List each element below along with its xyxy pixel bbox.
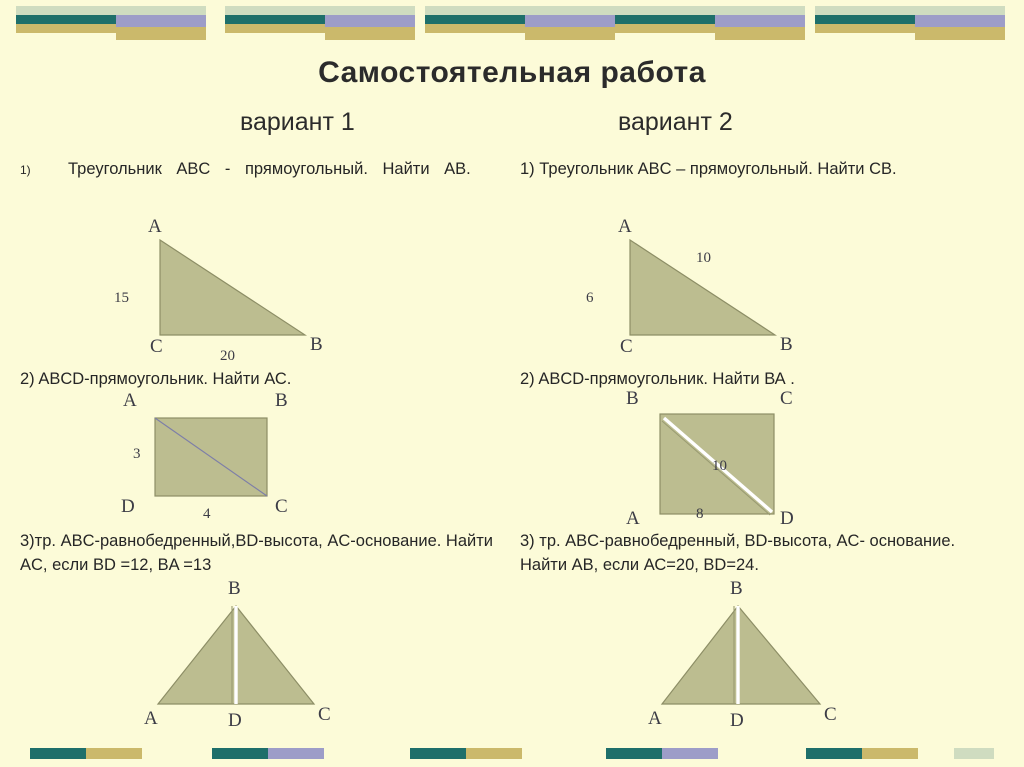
left-fig3-label-D: D	[228, 710, 242, 731]
left-fig1-side-20: 20	[220, 348, 235, 364]
right-fig2-label-A: A	[626, 508, 640, 529]
left-fig2-side-3: 3	[133, 446, 141, 462]
top-decor-bar-3	[425, 6, 615, 42]
variant-left-label: вариант 1	[240, 108, 355, 136]
variant-right-label: вариант 2	[618, 108, 733, 136]
right-fig3-label-B: B	[730, 578, 743, 599]
bottom-decor-bar-1	[30, 748, 86, 759]
top-decor-bar-5	[815, 6, 1005, 42]
bottom-decor-bar-5	[410, 748, 466, 759]
top-decor-bar-1	[16, 6, 206, 42]
decor-stripe-gold-right	[325, 27, 415, 40]
left-fig1-label-C: C	[150, 336, 163, 357]
bottom-decor-bar-8	[662, 748, 718, 759]
isosceles-triangle-shape	[662, 606, 820, 704]
left-triangle-1-svg	[130, 228, 370, 358]
left-fig1-side-15: 15	[114, 290, 129, 306]
bottom-decor-bar-3	[212, 748, 268, 759]
bottom-decor-bar-6	[466, 748, 522, 759]
left-figure-3	[144, 578, 410, 731]
decor-stripe-gold	[815, 24, 915, 33]
right-fig2-label-B: B	[626, 388, 639, 409]
right-fig1-label-C: C	[620, 336, 633, 357]
left-fig2-label-C: C	[275, 496, 288, 517]
decor-stripe-teal	[615, 15, 715, 24]
decor-stripe-pale-right	[325, 6, 415, 15]
decor-stripe-lavender	[325, 15, 415, 27]
right-fig1-label-A: A	[618, 216, 632, 237]
left-task-1-text: Треугольник ABC - прямоугольный. Найти АВ.	[68, 160, 471, 178]
right-task-3-text: 3) тр. ABC-равнобедренный, BD-высота, AC- основание. Найти АВ, если АС=20, BD=24.	[520, 532, 956, 574]
decor-stripe-lavender	[116, 15, 206, 27]
left-triangle-3-svg	[150, 600, 410, 730]
decor-stripe-gold-right	[715, 27, 805, 40]
left-fig2-side-4: 4	[203, 506, 211, 522]
bottom-decor-bar-4	[268, 748, 324, 759]
left-fig2-label-B: B	[275, 390, 288, 411]
decor-stripe-gold	[425, 24, 525, 33]
decor-stripe-pale-right	[525, 6, 615, 15]
decor-stripe-teal	[225, 15, 325, 24]
right-figure-1	[586, 216, 840, 358]
decor-stripe-gold-right	[915, 27, 1005, 40]
right-fig2-label-C: C	[780, 388, 793, 409]
bottom-decor-bar-10	[862, 748, 918, 759]
left-fig1-label-A: A	[148, 216, 162, 237]
right-triangle-3-svg	[640, 600, 900, 730]
slide-title: Самостоятельная работа	[318, 56, 706, 89]
decor-stripe-teal	[425, 15, 525, 24]
left-task-1-number: 1)	[20, 163, 31, 177]
bottom-decor-bar-2	[86, 748, 142, 759]
bottom-decor-bar-9	[806, 748, 862, 759]
decor-stripe-lavender	[715, 15, 805, 27]
right-fig2-label-D: D	[780, 508, 794, 529]
right-task-1-text: 1) Треугольник ABC – прямоугольный. Найти СВ.	[520, 160, 897, 178]
left-task-3-text: 3)тр. ABC-равнобедренный,BD-высота, AC-основание. Найти AC, если BD =12, BA =13	[20, 532, 493, 574]
decor-stripe-teal	[815, 15, 915, 24]
bottom-decor-bar-11	[954, 748, 994, 759]
left-fig3-label-A: A	[144, 708, 158, 729]
left-figure-1	[114, 216, 370, 364]
left-fig2-label-D: D	[121, 496, 135, 517]
right-fig2-side-10: 10	[712, 458, 727, 474]
right-triangle-1-svg	[600, 228, 840, 358]
top-decor-bar-2	[225, 6, 415, 42]
decor-stripe-pale-right	[915, 6, 1005, 15]
left-fig2-label-A: A	[123, 390, 137, 411]
left-fig3-label-C: C	[318, 704, 331, 725]
right-fig1-side-6: 6	[586, 290, 594, 306]
decor-stripe-gold	[16, 24, 116, 33]
decor-stripe-gold-right	[116, 27, 206, 40]
right-triangle-shape	[160, 240, 305, 335]
right-fig1-side-10: 10	[696, 250, 711, 266]
decor-stripe-teal	[16, 15, 116, 24]
right-fig1-label-B: B	[780, 334, 793, 355]
right-square-2-svg	[660, 414, 860, 534]
decor-stripe-gold	[615, 24, 715, 33]
left-rect-2-svg	[155, 418, 355, 518]
decor-stripe-pale-right	[116, 6, 206, 15]
left-task-2-text: 2) ABCD-прямоугольник. Найти АС.	[20, 370, 292, 388]
decor-stripe-lavender	[915, 15, 1005, 27]
right-figure-3	[640, 578, 900, 731]
left-fig3-label-B: B	[228, 578, 241, 599]
right-figure-2	[626, 388, 860, 534]
right-fig3-label-D: D	[730, 710, 744, 731]
decor-stripe-lavender	[525, 15, 615, 27]
right-fig3-label-A: A	[648, 708, 662, 729]
top-decor-bar-4	[615, 6, 805, 42]
left-figure-2	[121, 390, 355, 522]
decor-stripe-gold	[225, 24, 325, 33]
right-fig2-side-8: 8	[696, 506, 704, 522]
left-fig1-label-B: B	[310, 334, 323, 355]
right-task-2-text: 2) ABCD-прямоугольник. Найти ВА .	[520, 370, 795, 388]
decor-stripe-gold-right	[525, 27, 615, 40]
decor-stripe-pale-right	[715, 6, 805, 15]
right-fig3-label-C: C	[824, 704, 837, 725]
bottom-decor-bar-7	[606, 748, 662, 759]
